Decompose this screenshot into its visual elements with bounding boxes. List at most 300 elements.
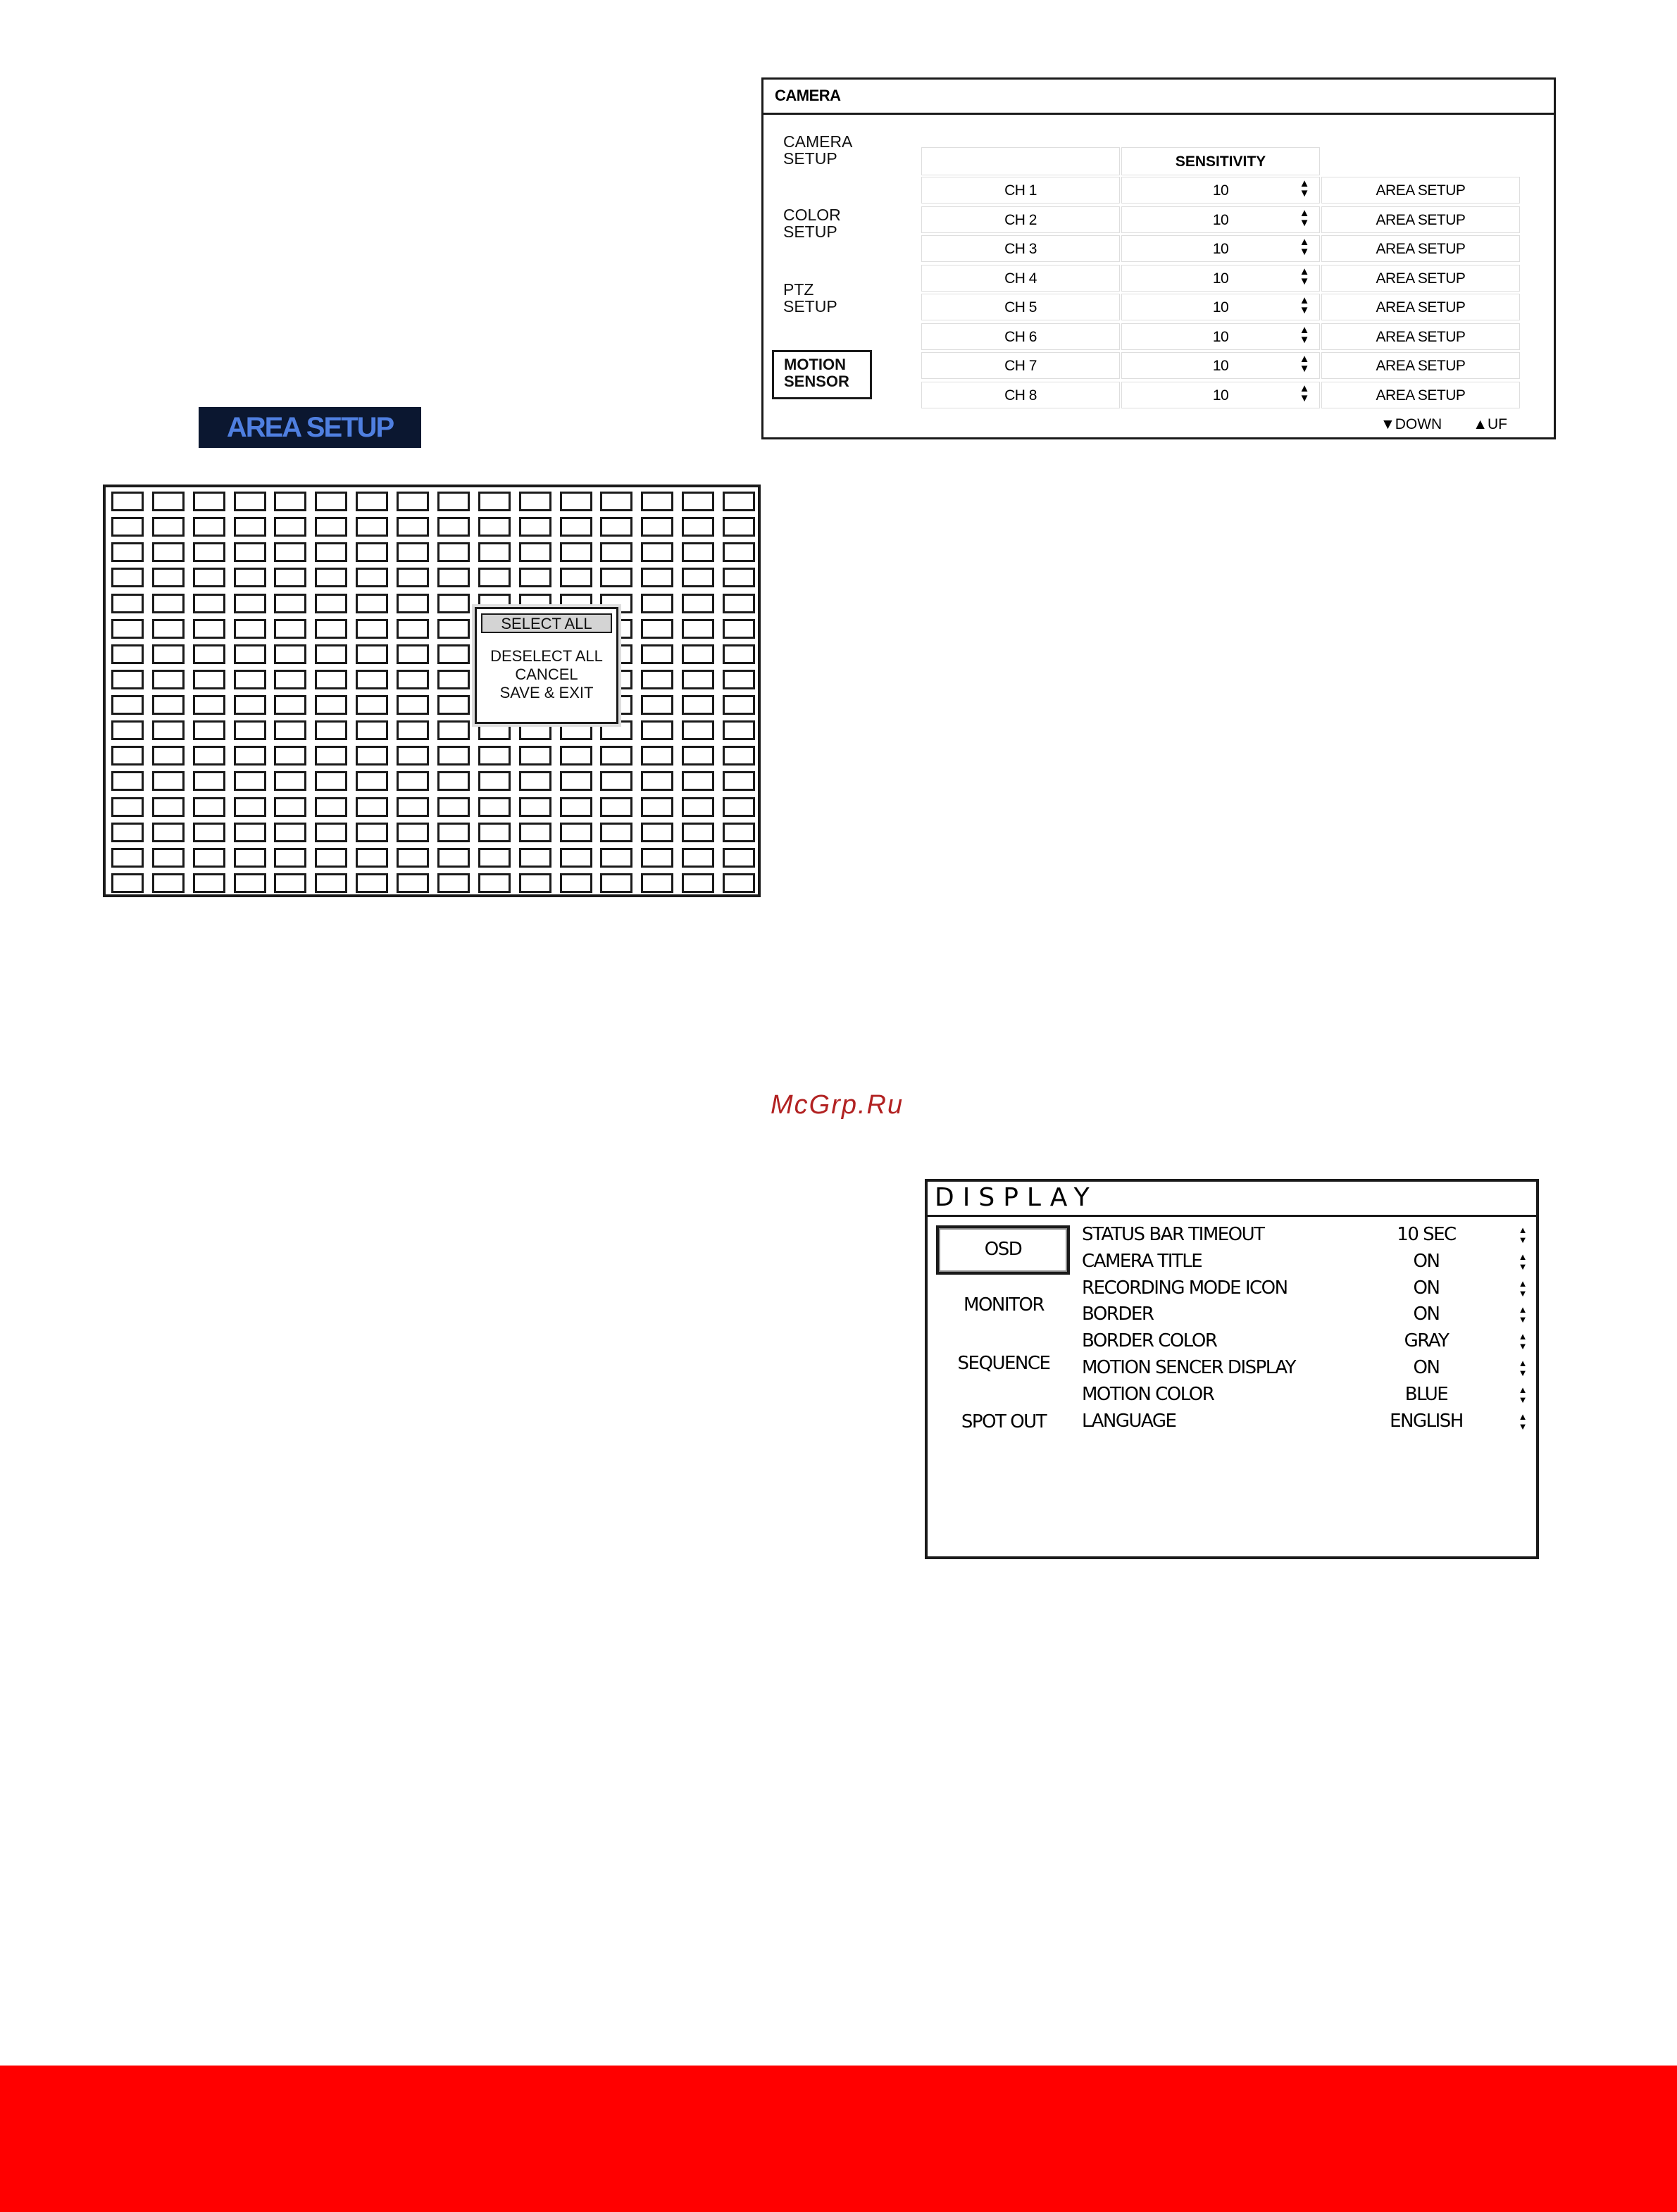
- grid-cell[interactable]: [152, 746, 185, 766]
- up-down-arrows-icon[interactable]: ▲ ▼: [1518, 1384, 1528, 1405]
- grid-cell[interactable]: [356, 720, 388, 740]
- grid-cell[interactable]: [560, 746, 592, 766]
- grid-cell[interactable]: [274, 746, 306, 766]
- grid-cell[interactable]: [682, 873, 714, 893]
- grid-cell[interactable]: [274, 594, 306, 613]
- grid-cell[interactable]: [600, 848, 632, 868]
- grid-cell[interactable]: [111, 644, 144, 664]
- menu-osd[interactable]: OSD: [936, 1225, 1070, 1275]
- grid-cell[interactable]: [723, 594, 755, 613]
- grid-cell[interactable]: [193, 517, 225, 537]
- grid-cell[interactable]: [315, 568, 347, 587]
- grid-cell[interactable]: [397, 517, 429, 537]
- grid-cell[interactable]: [641, 848, 673, 868]
- grid-cell[interactable]: [111, 492, 144, 511]
- grid-cell[interactable]: [437, 619, 470, 639]
- grid-cell[interactable]: [315, 542, 347, 562]
- grid-cell[interactable]: [600, 542, 632, 562]
- grid-cell[interactable]: [723, 492, 755, 511]
- grid-cell[interactable]: [193, 568, 225, 587]
- grid-cell[interactable]: [397, 644, 429, 664]
- grid-cell[interactable]: [152, 492, 185, 511]
- grid-cell[interactable]: [682, 848, 714, 868]
- grid-cell[interactable]: [152, 797, 185, 817]
- grid-cell[interactable]: [600, 823, 632, 842]
- grid-cell[interactable]: [397, 542, 429, 562]
- grid-cell[interactable]: [437, 542, 470, 562]
- grid-cell[interactable]: [437, 670, 470, 689]
- grid-cell[interactable]: [234, 848, 266, 868]
- grid-cell[interactable]: [641, 517, 673, 537]
- grid-cell[interactable]: [315, 720, 347, 740]
- grid-cell[interactable]: [397, 670, 429, 689]
- setting-value[interactable]: ON: [1413, 1277, 1440, 1299]
- grid-cell[interactable]: [682, 594, 714, 613]
- grid-cell[interactable]: [682, 720, 714, 740]
- grid-cell[interactable]: [560, 848, 592, 868]
- up-down-arrows-icon[interactable]: ▲ ▼: [1518, 1277, 1528, 1299]
- grid-cell[interactable]: [519, 542, 551, 562]
- grid-cell[interactable]: [397, 823, 429, 842]
- grid-cell[interactable]: [234, 492, 266, 511]
- grid-cell[interactable]: [234, 823, 266, 842]
- grid-cell[interactable]: [723, 848, 755, 868]
- grid-cell[interactable]: [356, 517, 388, 537]
- setting-row: [1080, 1304, 1531, 1330]
- grid-cell[interactable]: [193, 873, 225, 893]
- grid-cell[interactable]: [315, 517, 347, 537]
- grid-cell[interactable]: [397, 695, 429, 715]
- save-exit-option[interactable]: SAVE & EXIT: [499, 684, 594, 701]
- grid-cell[interactable]: [723, 517, 755, 537]
- grid-cell[interactable]: [152, 695, 185, 715]
- up-down-arrows-icon[interactable]: ▲ ▼: [1518, 1225, 1528, 1245]
- grid-cell[interactable]: [560, 568, 592, 587]
- sensitivity-value[interactable]: 10: [1121, 177, 1320, 204]
- grid-cell[interactable]: [356, 542, 388, 562]
- grid-cell[interactable]: [437, 873, 470, 893]
- motion-area-grid[interactable]: [103, 485, 761, 897]
- grid-cell[interactable]: [315, 594, 347, 613]
- grid-cell[interactable]: [315, 619, 347, 639]
- grid-cell[interactable]: [274, 848, 306, 868]
- grid-cell[interactable]: [315, 670, 347, 689]
- grid-cell[interactable]: [641, 873, 673, 893]
- grid-cell[interactable]: [641, 594, 673, 613]
- up-down-arrows-icon[interactable]: ▲ ▼: [1518, 1304, 1528, 1325]
- grid-cell[interactable]: [723, 695, 755, 715]
- grid-cell[interactable]: [682, 542, 714, 562]
- sensitivity-value[interactable]: 10: [1121, 323, 1320, 350]
- grid-cell[interactable]: [723, 797, 755, 817]
- grid-cell[interactable]: [723, 619, 755, 639]
- grid-cell[interactable]: [356, 594, 388, 613]
- grid-cell[interactable]: [600, 517, 632, 537]
- grid-cell[interactable]: [682, 695, 714, 715]
- menu-ptz-setup[interactable]: PTZ SETUP: [783, 280, 837, 315]
- setting-value[interactable]: ON: [1413, 1357, 1440, 1378]
- grid-cell[interactable]: [274, 619, 306, 639]
- channel-label: CH 2: [921, 206, 1120, 233]
- grid-cell[interactable]: [560, 823, 592, 842]
- grid-cell[interactable]: [641, 797, 673, 817]
- grid-cell[interactable]: [315, 797, 347, 817]
- display-panel: [925, 1179, 1539, 1559]
- up-down-arrows-icon[interactable]: ▲ ▼: [1518, 1411, 1528, 1432]
- grid-cell[interactable]: [682, 670, 714, 689]
- grid-cell[interactable]: [274, 542, 306, 562]
- grid-cell[interactable]: [519, 797, 551, 817]
- grid-cell[interactable]: [723, 771, 755, 791]
- sensitivity-value[interactable]: 10: [1121, 294, 1320, 320]
- grid-cell[interactable]: [437, 848, 470, 868]
- grid-cell[interactable]: [234, 670, 266, 689]
- grid-cell[interactable]: [356, 619, 388, 639]
- deselect-all-option[interactable]: DESELECT ALL: [490, 647, 603, 665]
- grid-cell[interactable]: [397, 848, 429, 868]
- grid-cell[interactable]: [723, 644, 755, 664]
- grid-cell[interactable]: [600, 568, 632, 587]
- setting-row: [1080, 1277, 1531, 1304]
- grid-cell[interactable]: [519, 771, 551, 791]
- grid-cell[interactable]: [519, 848, 551, 868]
- grid-cell[interactable]: [315, 492, 347, 511]
- grid-cell[interactable]: [437, 797, 470, 817]
- grid-context-menu: [475, 607, 618, 724]
- up-down-arrows-icon[interactable]: ▲ ▼: [1299, 294, 1310, 316]
- up-down-arrows-icon[interactable]: ▲ ▼: [1518, 1251, 1528, 1272]
- grid-cell[interactable]: [437, 517, 470, 537]
- grid-cell[interactable]: [111, 746, 144, 766]
- sensitivity-value[interactable]: 10: [1121, 382, 1320, 408]
- grid-cell[interactable]: [152, 873, 185, 893]
- sensitivity-value[interactable]: 10: [1121, 235, 1320, 262]
- grid-cell[interactable]: [682, 797, 714, 817]
- grid-cell[interactable]: [274, 823, 306, 842]
- grid-cell[interactable]: [356, 670, 388, 689]
- grid-cell[interactable]: [234, 594, 266, 613]
- grid-cell[interactable]: [234, 873, 266, 893]
- grid-cell[interactable]: [152, 517, 185, 537]
- up-down-arrows-icon[interactable]: ▲ ▼: [1518, 1331, 1528, 1352]
- grid-cell[interactable]: [356, 797, 388, 817]
- menu-motion-sensor[interactable]: MOTION SENSOR: [772, 350, 872, 399]
- grid-cell[interactable]: [111, 542, 144, 562]
- down-hint: ▼DOWN: [1380, 416, 1442, 432]
- grid-cell[interactable]: [234, 568, 266, 587]
- menu-spot-out[interactable]: SPOT OUT: [961, 1411, 1047, 1432]
- grid-cell[interactable]: [641, 542, 673, 562]
- setting-value[interactable]: 10 SEC: [1397, 1224, 1456, 1245]
- grid-cell[interactable]: [641, 670, 673, 689]
- grid-cell[interactable]: [193, 720, 225, 740]
- grid-cell[interactable]: [356, 848, 388, 868]
- grid-cell[interactable]: [723, 873, 755, 893]
- grid-cell[interactable]: [193, 594, 225, 613]
- grid-cell[interactable]: [641, 619, 673, 639]
- grid-cell[interactable]: [397, 594, 429, 613]
- up-down-arrows-icon[interactable]: ▲ ▼: [1299, 206, 1310, 229]
- grid-cell[interactable]: [152, 619, 185, 639]
- red-footer-band: [0, 2066, 1677, 2212]
- grid-cell[interactable]: [478, 848, 511, 868]
- grid-cell[interactable]: [356, 695, 388, 715]
- grid-cell[interactable]: [560, 542, 592, 562]
- grid-cell[interactable]: [519, 873, 551, 893]
- setting-value[interactable]: GRAY: [1404, 1330, 1449, 1352]
- grid-cell[interactable]: [641, 492, 673, 511]
- grid-cell[interactable]: [315, 746, 347, 766]
- grid-cell[interactable]: [193, 848, 225, 868]
- grid-cell[interactable]: [437, 492, 470, 511]
- grid-cell[interactable]: [437, 594, 470, 613]
- grid-cell[interactable]: [560, 517, 592, 537]
- grid-cell[interactable]: [315, 823, 347, 842]
- area-setup-button[interactable]: AREA SETUP: [1321, 352, 1520, 379]
- up-down-arrows-icon[interactable]: ▲ ▼: [1299, 265, 1310, 287]
- menu-color-setup[interactable]: COLOR SETUP: [783, 206, 841, 241]
- up-down-arrows-icon[interactable]: ▲ ▼: [1299, 236, 1310, 258]
- grid-cell[interactable]: [111, 797, 144, 817]
- grid-cell[interactable]: [193, 644, 225, 664]
- grid-cell[interactable]: [111, 848, 144, 868]
- grid-cell[interactable]: [152, 594, 185, 613]
- grid-cell[interactable]: [315, 771, 347, 791]
- grid-cell[interactable]: [356, 873, 388, 893]
- grid-cell[interactable]: [519, 746, 551, 766]
- grid-cell[interactable]: [234, 695, 266, 715]
- grid-cell[interactable]: [437, 644, 470, 664]
- grid-cell[interactable]: [682, 771, 714, 791]
- grid-cell[interactable]: [723, 670, 755, 689]
- grid-cell[interactable]: [274, 771, 306, 791]
- up-down-arrows-icon[interactable]: ▲ ▼: [1299, 323, 1310, 346]
- grid-cell[interactable]: [274, 695, 306, 715]
- grid-cell[interactable]: [397, 619, 429, 639]
- grid-cell[interactable]: [560, 797, 592, 817]
- grid-cell[interactable]: [356, 771, 388, 791]
- table-row: [921, 294, 1520, 322]
- grid-cell[interactable]: [397, 746, 429, 766]
- grid-cell[interactable]: [193, 492, 225, 511]
- setting-label: STATUS BAR TIMEOUT: [1082, 1224, 1264, 1245]
- grid-cell[interactable]: [560, 492, 592, 511]
- grid-cell[interactable]: [111, 619, 144, 639]
- area-setup-button[interactable]: AREA SETUP: [1321, 294, 1520, 320]
- grid-cell[interactable]: [274, 517, 306, 537]
- grid-cell[interactable]: [356, 823, 388, 842]
- setting-value[interactable]: BLUE: [1404, 1383, 1448, 1405]
- grid-cell[interactable]: [111, 823, 144, 842]
- grid-cell[interactable]: [193, 619, 225, 639]
- grid-cell[interactable]: [234, 644, 266, 664]
- grid-cell[interactable]: [682, 746, 714, 766]
- grid-cell[interactable]: [437, 771, 470, 791]
- sensitivity-value[interactable]: 10: [1121, 206, 1320, 233]
- grid-cell[interactable]: [193, 823, 225, 842]
- grid-cell[interactable]: [519, 823, 551, 842]
- grid-cell[interactable]: [641, 695, 673, 715]
- grid-cell[interactable]: [234, 746, 266, 766]
- grid-cell[interactable]: [478, 797, 511, 817]
- grid-cell[interactable]: [234, 619, 266, 639]
- menu-monitor[interactable]: MONITOR: [964, 1294, 1044, 1316]
- grid-cell[interactable]: [193, 746, 225, 766]
- grid-cell[interactable]: [600, 771, 632, 791]
- grid-cell[interactable]: [315, 695, 347, 715]
- up-down-arrows-icon[interactable]: ▲ ▼: [1299, 382, 1310, 404]
- grid-cell[interactable]: [723, 720, 755, 740]
- grid-cell[interactable]: [641, 568, 673, 587]
- grid-cell[interactable]: [641, 746, 673, 766]
- grid-cell[interactable]: [723, 746, 755, 766]
- grid-cell[interactable]: [274, 873, 306, 893]
- grid-cell[interactable]: [723, 568, 755, 587]
- setting-label: MOTION COLOR: [1082, 1383, 1214, 1405]
- area-setup-button[interactable]: AREA SETUP: [1321, 206, 1520, 233]
- grid-cell[interactable]: [641, 771, 673, 791]
- grid-cell[interactable]: [437, 568, 470, 587]
- grid-cell[interactable]: [315, 644, 347, 664]
- table-row: [921, 206, 1520, 235]
- grid-cell[interactable]: [111, 594, 144, 613]
- grid-cell[interactable]: [274, 797, 306, 817]
- grid-cell[interactable]: [641, 644, 673, 664]
- grid-cell[interactable]: [641, 720, 673, 740]
- grid-cell[interactable]: [111, 517, 144, 537]
- up-down-arrows-icon[interactable]: ▲ ▼: [1299, 353, 1310, 375]
- grid-cell[interactable]: [274, 720, 306, 740]
- grid-cell[interactable]: [519, 568, 551, 587]
- grid-cell[interactable]: [682, 644, 714, 664]
- grid-cell[interactable]: [397, 720, 429, 740]
- grid-cell[interactable]: [478, 517, 511, 537]
- grid-cell[interactable]: [152, 823, 185, 842]
- grid-cell[interactable]: [234, 720, 266, 740]
- setting-value[interactable]: ENGLISH: [1390, 1410, 1463, 1432]
- grid-cell[interactable]: [234, 797, 266, 817]
- grid-cell[interactable]: [315, 848, 347, 868]
- area-setup-button[interactable]: AREA SETUP: [1321, 177, 1520, 204]
- grid-cell[interactable]: [478, 771, 511, 791]
- grid-cell[interactable]: [111, 771, 144, 791]
- area-setup-button[interactable]: AREA SETUP: [1321, 323, 1520, 350]
- menu-sequence[interactable]: SEQUENCE: [957, 1353, 1050, 1374]
- grid-cell[interactable]: [397, 797, 429, 817]
- grid-cell[interactable]: [193, 771, 225, 791]
- grid-cell[interactable]: [152, 771, 185, 791]
- grid-cell[interactable]: [682, 492, 714, 511]
- grid-cell[interactable]: [234, 542, 266, 562]
- grid-cell[interactable]: [397, 873, 429, 893]
- grid-cell[interactable]: [274, 670, 306, 689]
- setting-label: MOTION SENCER DISPLAY: [1082, 1357, 1296, 1378]
- grid-cell[interactable]: [274, 492, 306, 511]
- grid-cell[interactable]: [152, 848, 185, 868]
- grid-cell[interactable]: [193, 542, 225, 562]
- grid-cell[interactable]: [152, 644, 185, 664]
- grid-cell[interactable]: [274, 568, 306, 587]
- grid-cell[interactable]: [152, 670, 185, 689]
- grid-cell[interactable]: [478, 823, 511, 842]
- grid-cell[interactable]: [193, 797, 225, 817]
- area-setup-button[interactable]: AREA SETUP: [1321, 382, 1520, 408]
- grid-cell[interactable]: [560, 873, 592, 893]
- select-all-option[interactable]: SELECT ALL: [481, 613, 612, 633]
- grid-cell[interactable]: [478, 873, 511, 893]
- grid-cell[interactable]: [478, 492, 511, 511]
- grid-cell[interactable]: [437, 823, 470, 842]
- grid-cell[interactable]: [234, 771, 266, 791]
- grid-cell[interactable]: [356, 492, 388, 511]
- cancel-option[interactable]: CANCEL: [515, 666, 578, 683]
- setting-row: [1080, 1384, 1531, 1411]
- grid-cell[interactable]: [152, 568, 185, 587]
- sensitivity-value[interactable]: 10: [1121, 352, 1320, 379]
- grid-cell[interactable]: [478, 746, 511, 766]
- grid-cell[interactable]: [111, 695, 144, 715]
- grid-cell[interactable]: [600, 873, 632, 893]
- setting-value[interactable]: ON: [1413, 1250, 1440, 1272]
- grid-cell[interactable]: [274, 644, 306, 664]
- grid-cell[interactable]: [682, 619, 714, 639]
- up-down-arrows-icon[interactable]: ▲ ▼: [1299, 177, 1310, 199]
- grid-cell[interactable]: [397, 771, 429, 791]
- grid-cell[interactable]: [682, 517, 714, 537]
- area-setup-button[interactable]: AREA SETUP: [1321, 265, 1520, 292]
- setting-value[interactable]: ON: [1413, 1304, 1440, 1325]
- channel-label: CH 8: [921, 382, 1120, 408]
- grid-cell[interactable]: [356, 644, 388, 664]
- grid-cell[interactable]: [356, 568, 388, 587]
- grid-cell[interactable]: [478, 568, 511, 587]
- menu-camera-setup[interactable]: CAMERA SETUP: [783, 132, 853, 168]
- grid-cell[interactable]: [682, 568, 714, 587]
- grid-cell[interactable]: [234, 517, 266, 537]
- grid-cell[interactable]: [397, 568, 429, 587]
- sensitivity-value[interactable]: 10: [1121, 265, 1320, 292]
- grid-cell[interactable]: [478, 542, 511, 562]
- grid-cell[interactable]: [723, 542, 755, 562]
- channel-label: CH 5: [921, 294, 1120, 320]
- grid-cell[interactable]: [641, 823, 673, 842]
- grid-cell[interactable]: [193, 670, 225, 689]
- grid-cell[interactable]: [152, 720, 185, 740]
- grid-cell[interactable]: [600, 492, 632, 511]
- up-down-arrows-icon[interactable]: ▲ ▼: [1518, 1358, 1528, 1378]
- grid-cell[interactable]: [600, 797, 632, 817]
- grid-cell[interactable]: [723, 823, 755, 842]
- grid-cell[interactable]: [111, 670, 144, 689]
- grid-cell[interactable]: [437, 695, 470, 715]
- grid-cell[interactable]: [437, 720, 470, 740]
- grid-cell[interactable]: [356, 746, 388, 766]
- grid-cell[interactable]: [600, 746, 632, 766]
- grid-cell[interactable]: [437, 746, 470, 766]
- grid-cell[interactable]: [111, 873, 144, 893]
- grid-cell[interactable]: [111, 720, 144, 740]
- grid-cell[interactable]: [519, 492, 551, 511]
- area-setup-button[interactable]: AREA SETUP: [1321, 235, 1520, 262]
- grid-cell[interactable]: [560, 771, 592, 791]
- grid-cell[interactable]: [152, 542, 185, 562]
- grid-cell[interactable]: [682, 823, 714, 842]
- grid-cell[interactable]: [193, 695, 225, 715]
- grid-cell[interactable]: [315, 873, 347, 893]
- grid-cell[interactable]: [519, 517, 551, 537]
- grid-cell[interactable]: [111, 568, 144, 587]
- grid-cell[interactable]: [397, 492, 429, 511]
